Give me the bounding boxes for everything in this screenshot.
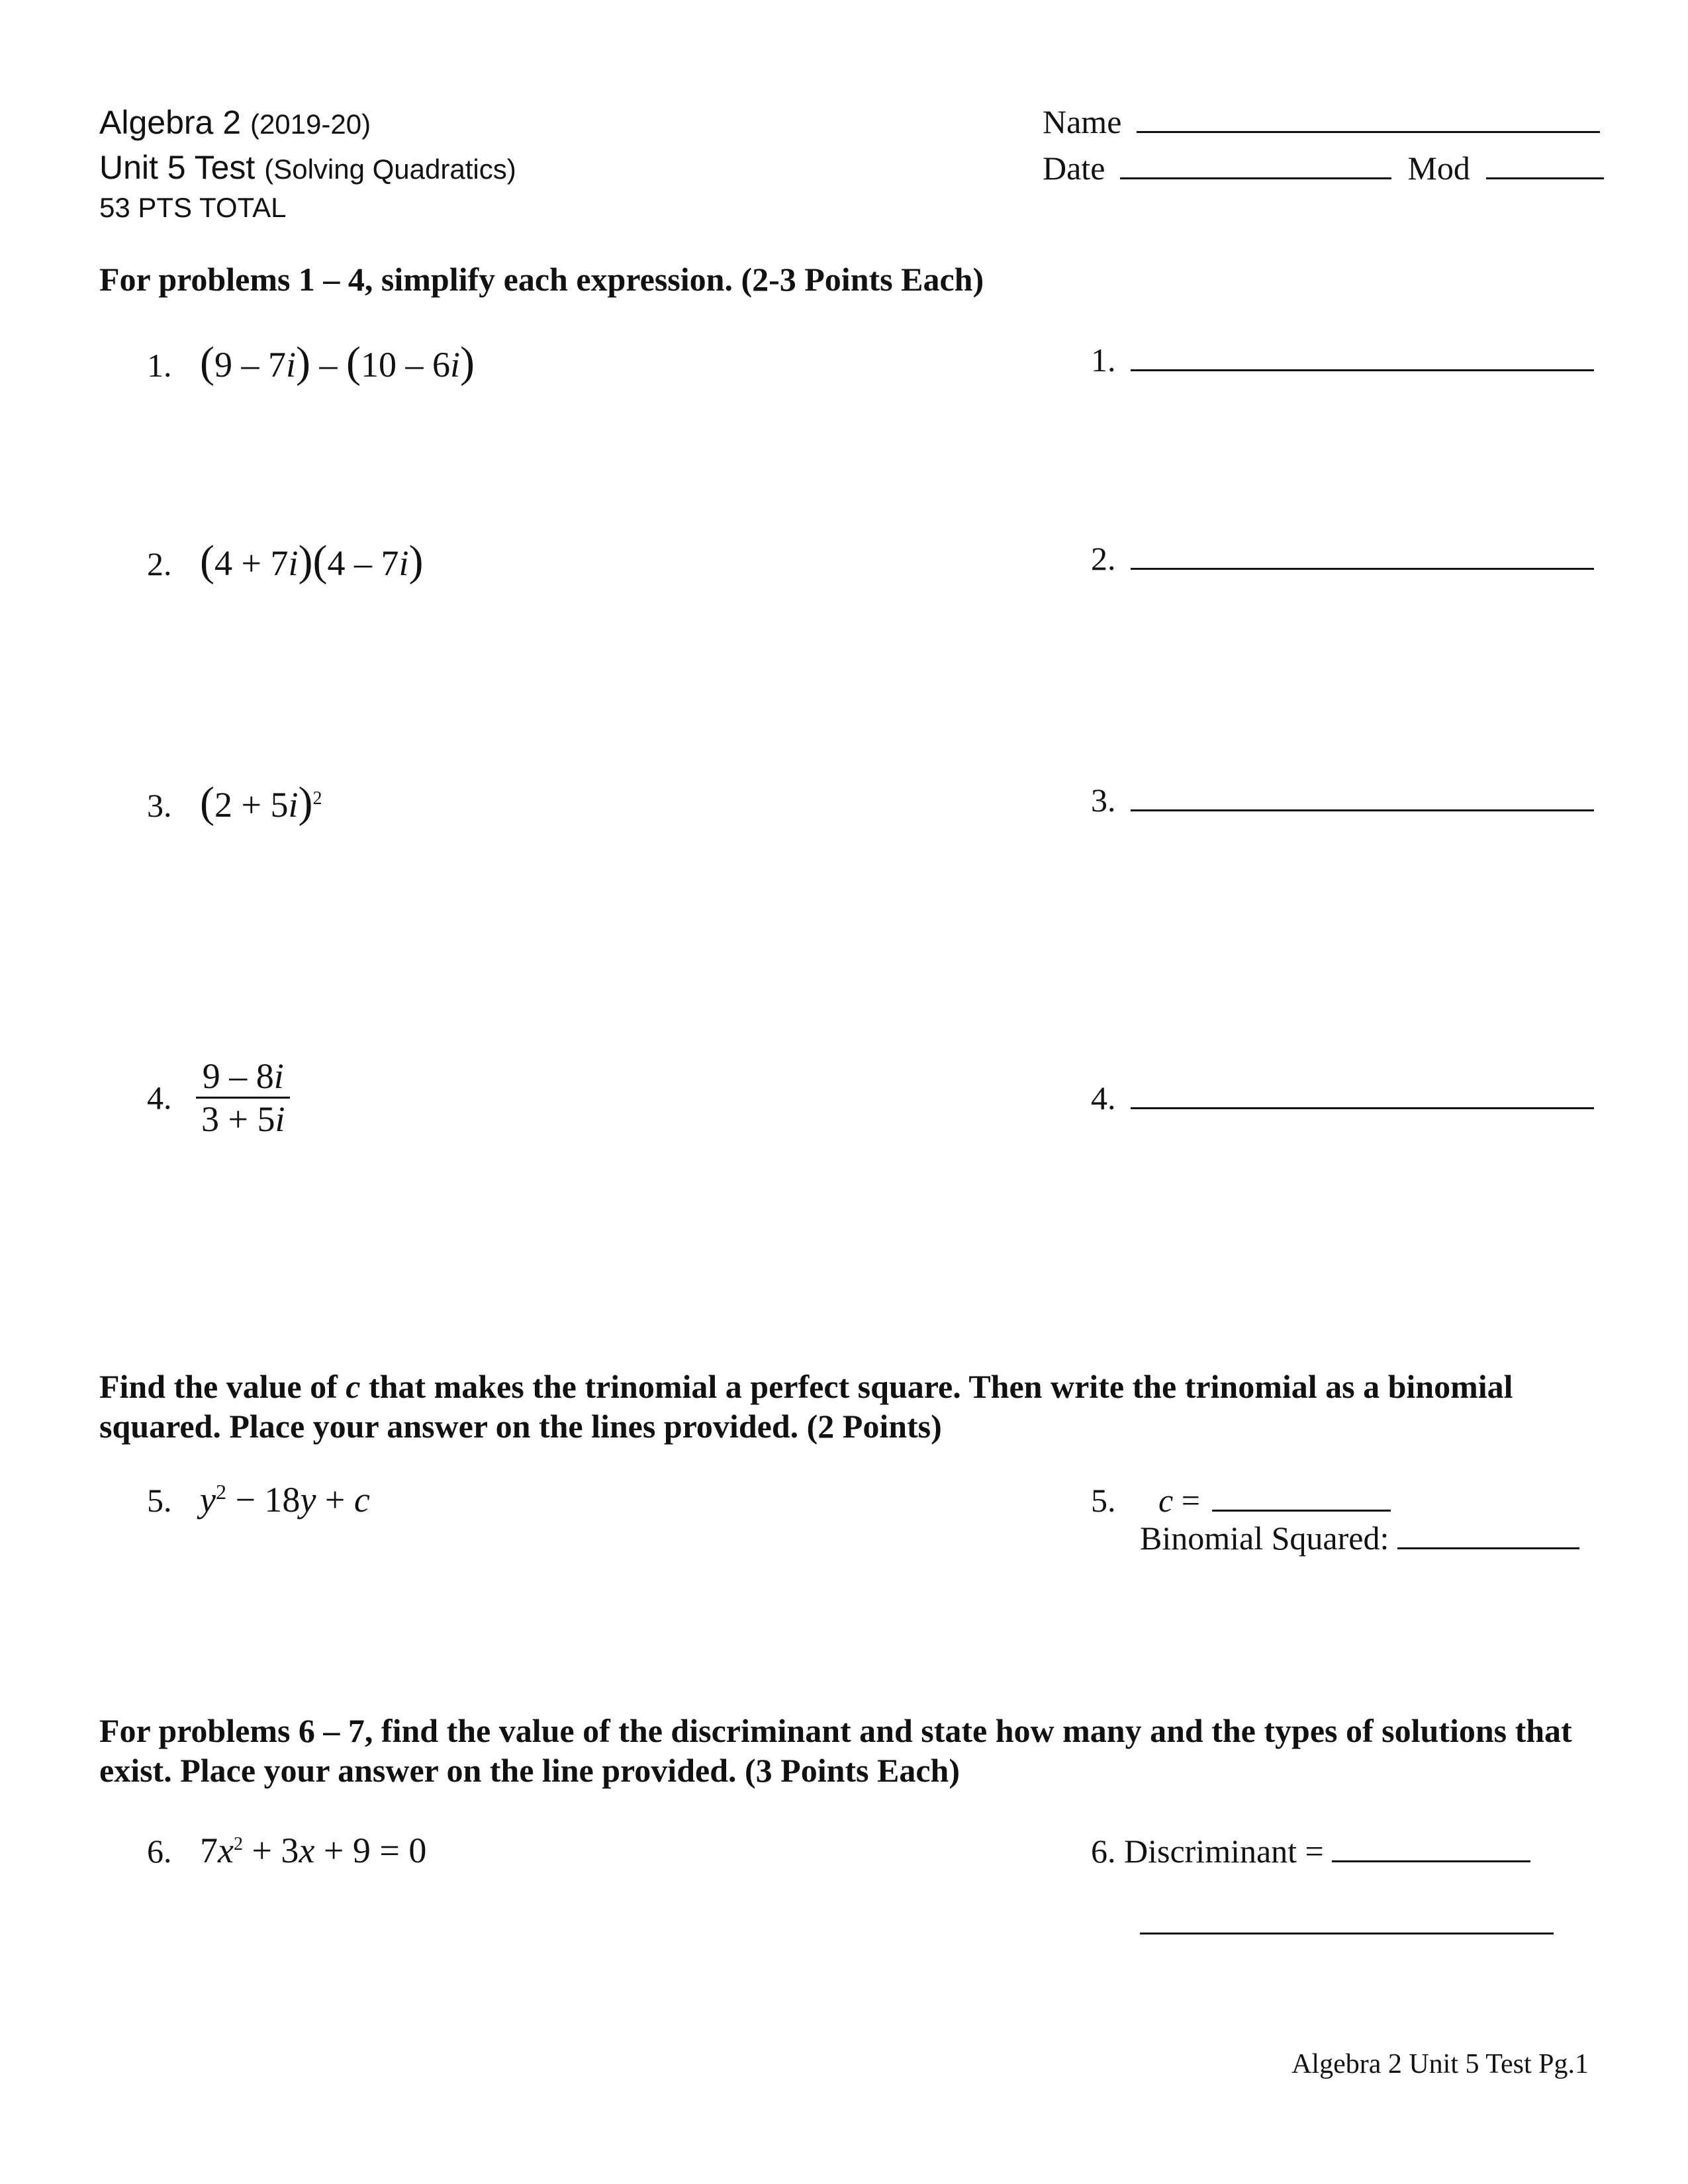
problem-6 bbox=[147, 1830, 426, 1871]
answer-label: 3. bbox=[1091, 782, 1116, 819]
answer-3-field[interactable] bbox=[1131, 809, 1594, 811]
section1-instruction: For problems 1 – 4, simplify each expression. (2-3 Points Each) bbox=[99, 261, 984, 298]
name-field[interactable] bbox=[1137, 131, 1600, 133]
expression: (9 – 7i) – (10 – 6i) bbox=[200, 338, 475, 387]
expression: $y^2 - 18y + c$ bbox=[200, 1480, 370, 1520]
problem-number: 2. bbox=[147, 545, 172, 582]
mod-label: Mod bbox=[1407, 150, 1470, 187]
answer-5-c bbox=[1091, 1481, 1391, 1520]
binomial-answer-field[interactable] bbox=[1397, 1547, 1579, 1549]
unit-topic: (Solving Quadratics) bbox=[264, 154, 516, 185]
page-footer: Algebra 2 Unit 5 Test Pg.1 bbox=[1291, 2049, 1589, 2079]
problem-number: 1. bbox=[147, 347, 172, 384]
answer-2 bbox=[1091, 539, 1594, 578]
answer-label: 1. bbox=[1091, 341, 1116, 379]
section3-instruction bbox=[99, 1711, 1572, 1790]
problem-2 bbox=[147, 536, 423, 586]
points-total: 53 PTS TOTAL bbox=[99, 192, 287, 223]
header-left bbox=[99, 99, 516, 226]
answer-5-binomial bbox=[1140, 1519, 1579, 1557]
c-variable: c bbox=[1158, 1482, 1174, 1519]
binomial-label: Binomial Squared: bbox=[1140, 1520, 1397, 1557]
problem-4 bbox=[147, 1056, 290, 1140]
answer-label: 5. bbox=[1091, 1482, 1116, 1519]
problem-3 bbox=[147, 778, 322, 828]
header-right bbox=[1043, 103, 1604, 195]
equation: $7x^2 + 3x + 9 = 0$ bbox=[200, 1831, 427, 1870]
discriminant-field[interactable] bbox=[1332, 1860, 1530, 1862]
answer-1 bbox=[1091, 341, 1594, 379]
solutions-answer-field[interactable] bbox=[1140, 1933, 1554, 1934]
answer-6 bbox=[1091, 1832, 1530, 1870]
problem-number: 5. bbox=[147, 1482, 172, 1519]
equals-sign: = bbox=[1173, 1482, 1200, 1519]
unit-title: Unit 5 Test (Solving Quadratics) bbox=[99, 149, 516, 186]
course-title: Algebra 2 (2019-20) bbox=[99, 104, 371, 141]
name-row bbox=[1043, 103, 1604, 149]
section2-instruction bbox=[99, 1367, 1513, 1446]
date-label: Date bbox=[1043, 150, 1105, 187]
instruction-line-2: exist. Place your answer on the line provided. (3 Points Each) bbox=[99, 1752, 960, 1789]
answer-3 bbox=[1091, 781, 1594, 819]
answer-4 bbox=[1091, 1079, 1594, 1117]
school-year: (2019-20) bbox=[250, 109, 371, 140]
instruction-line-1: For problems 6 – 7, find the value of the discriminant and state how many and the types of solutions that bbox=[99, 1712, 1572, 1749]
expression: (4 + 7i)(4 – 7i) bbox=[200, 537, 424, 585]
answer-4-field[interactable] bbox=[1131, 1107, 1594, 1109]
fraction-expression bbox=[196, 1056, 290, 1140]
answer-label: 2. bbox=[1091, 540, 1116, 577]
mod-field[interactable] bbox=[1486, 177, 1604, 179]
problem-5 bbox=[147, 1479, 370, 1520]
answer-1-field[interactable] bbox=[1131, 369, 1594, 371]
problem-number: 4. bbox=[147, 1079, 172, 1116]
instruction-line-1: Find the value of c that makes the trinomial a perfect square. Then write the trinomial as a binomial bbox=[99, 1368, 1513, 1405]
expression: $(2 + 5i)^2$ bbox=[200, 778, 322, 827]
name-label: Name bbox=[1043, 103, 1122, 140]
problem-number: 3. bbox=[147, 787, 172, 824]
problem-1 bbox=[147, 338, 475, 388]
problem-number: 6. bbox=[147, 1833, 172, 1870]
date-row bbox=[1043, 149, 1604, 195]
instruction-line-2: squared. Place your answer on the lines provided. (2 Points) bbox=[99, 1408, 942, 1445]
answer-2-field[interactable] bbox=[1131, 568, 1594, 570]
denominator: 3 + 5i bbox=[201, 1099, 285, 1139]
numerator: 9 – 8i bbox=[196, 1056, 290, 1099]
date-field[interactable] bbox=[1120, 177, 1391, 179]
c-answer-field[interactable] bbox=[1212, 1510, 1391, 1512]
discriminant-label: 6. Discriminant = bbox=[1091, 1833, 1333, 1870]
answer-label: 4. bbox=[1091, 1079, 1116, 1116]
